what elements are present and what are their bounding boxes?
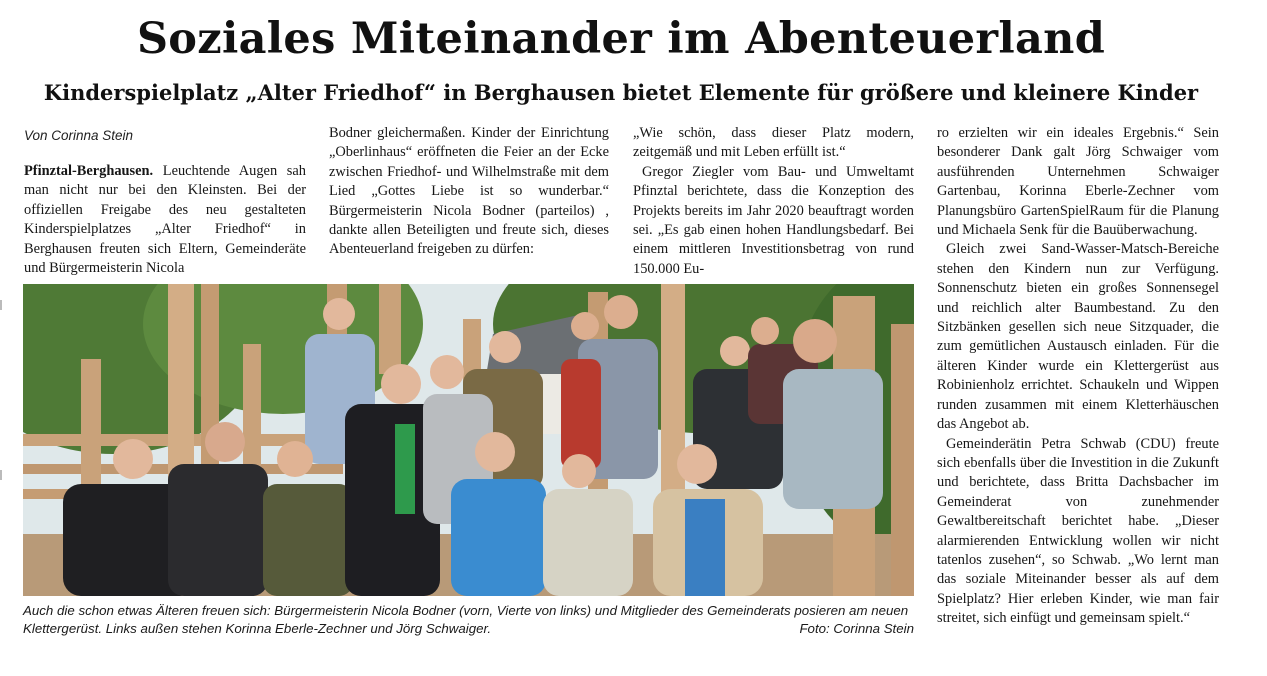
article-photo — [23, 284, 914, 596]
article-headline: Soziales Miteinander im Abenteuerland — [136, 14, 1106, 64]
paragraph: Bodner gleichermaßen. Kinder der Einrichtung „Oberlinhaus“ eröffneten die Feier an der Ecke zwischen Friedhof- und Wilhelmstraße mit dem Lied „Gottes Liebe ist so wunderbar.“ Bürgermeisterin Nicola Bodner (parteilos) , dankte allen Beteiligten und freute sich, dieses Abenteuerland freigeben zu dürfen: — [329, 125, 609, 258]
photo-caption — [23, 602, 914, 638]
paragraph: Gemeinderätin Petra Schwab (CDU) freute sich ebenfalls über die Investition in die Zukunft und berichtete, dass Britta Dachsbacher im Gemeinderat von zunehmender Gewaltbereitschaft berichtet habe. „Dieser alarmierenden Entwicklung wollen wir nicht tatenlos zusehen“, so Schwab. „Wo lernt man das soziale Miteinander besser als auf dem Spielplatz? Hier erleben Kinder, wie man fair streitet, sich einfügt und gemeinsam spielt.“ — [937, 435, 1219, 627]
paragraph — [24, 162, 306, 278]
article-column-1 — [24, 162, 306, 278]
article-byline: Von Corinna Stein — [24, 128, 134, 143]
margin-mark — [0, 300, 2, 310]
group-photo-illustration — [23, 284, 914, 596]
dateline: Pfinztal-Berghausen. — [24, 163, 154, 179]
paragraph: ro erzielten wir ein ideales Ergebnis.“ Sein besonderer Dank galt Jörg Schwaiger vom ausführenden Unternehmen Schwaiger Gartenbau, Korinna Eberle-Zechner vom Planungsbüro GartenSpielRaum für die Planung und Michaela Senk für die Bauüberwachung. — [937, 125, 1219, 239]
paragraph: Gregor Ziegler vom Bau- und Umweltamt Pfinztal berichtete, dass die Konzeption des Projekts bereits im Jahr 2020 beauftragt worden sei. „Es gab einen hohen Handlungsbedarf. Bei einem mittleren Investitionsbetrag von rund 150.000 Eu- — [633, 163, 914, 277]
margin-mark — [0, 470, 2, 480]
photo-credit: Foto: Corinna Stein — [799, 621, 914, 636]
caption-text: Auch die schon etwas Älteren freuen sich: Bürgermeisterin Nicola Bodner (vorn, Vierte von links) und Mitglieder des Gemeinderats posieren am neuen Klettergerüst. Links außen stehen Korinna Eberle-Zechner und Jörg Schwaiger. — [23, 603, 909, 636]
paragraph: „Wie schön, dass dieser Platz modern, zeitgemäß und mit Leben erfüllt ist.“ — [633, 125, 914, 161]
article-column-2 — [329, 124, 609, 260]
paragraph: Gleich zwei Sand-Wasser-Matsch-Bereiche stehen den Kindern nun zur Verfügung. Sonnenschutz bieten ein großes Sonnensegel und reichlich alter Baumbestand. Zu den Sitzbänken gesellen sich neue Sitzquader, die zum gemütlichen Austausch einladen. Für die älteren Kinder wurde ein Klettergerüst aus Robinienholz errichtet. Schaukeln und Wippen runden zusammen mit einem Kletterhäuschen das Angebot ab. — [937, 241, 1219, 433]
article-column-4 — [937, 124, 1219, 629]
article-column-3 — [633, 124, 914, 279]
paragraph-text: Leuchtende Augen sah man nicht nur bei den Kleinsten. Bei der offiziellen Freigabe des neu gestalteten Kinderspielplatzes „Alter Friedhof“ in Berghausen freuten sich Eltern, Gemeinderäte und Bürgermeisterin Nicola — [24, 163, 306, 277]
article-subheadline: Kinderspielplatz „Alter Friedhof“ in Berghausen bietet Elemente für größere und kleinere Kinder — [43, 80, 1199, 105]
